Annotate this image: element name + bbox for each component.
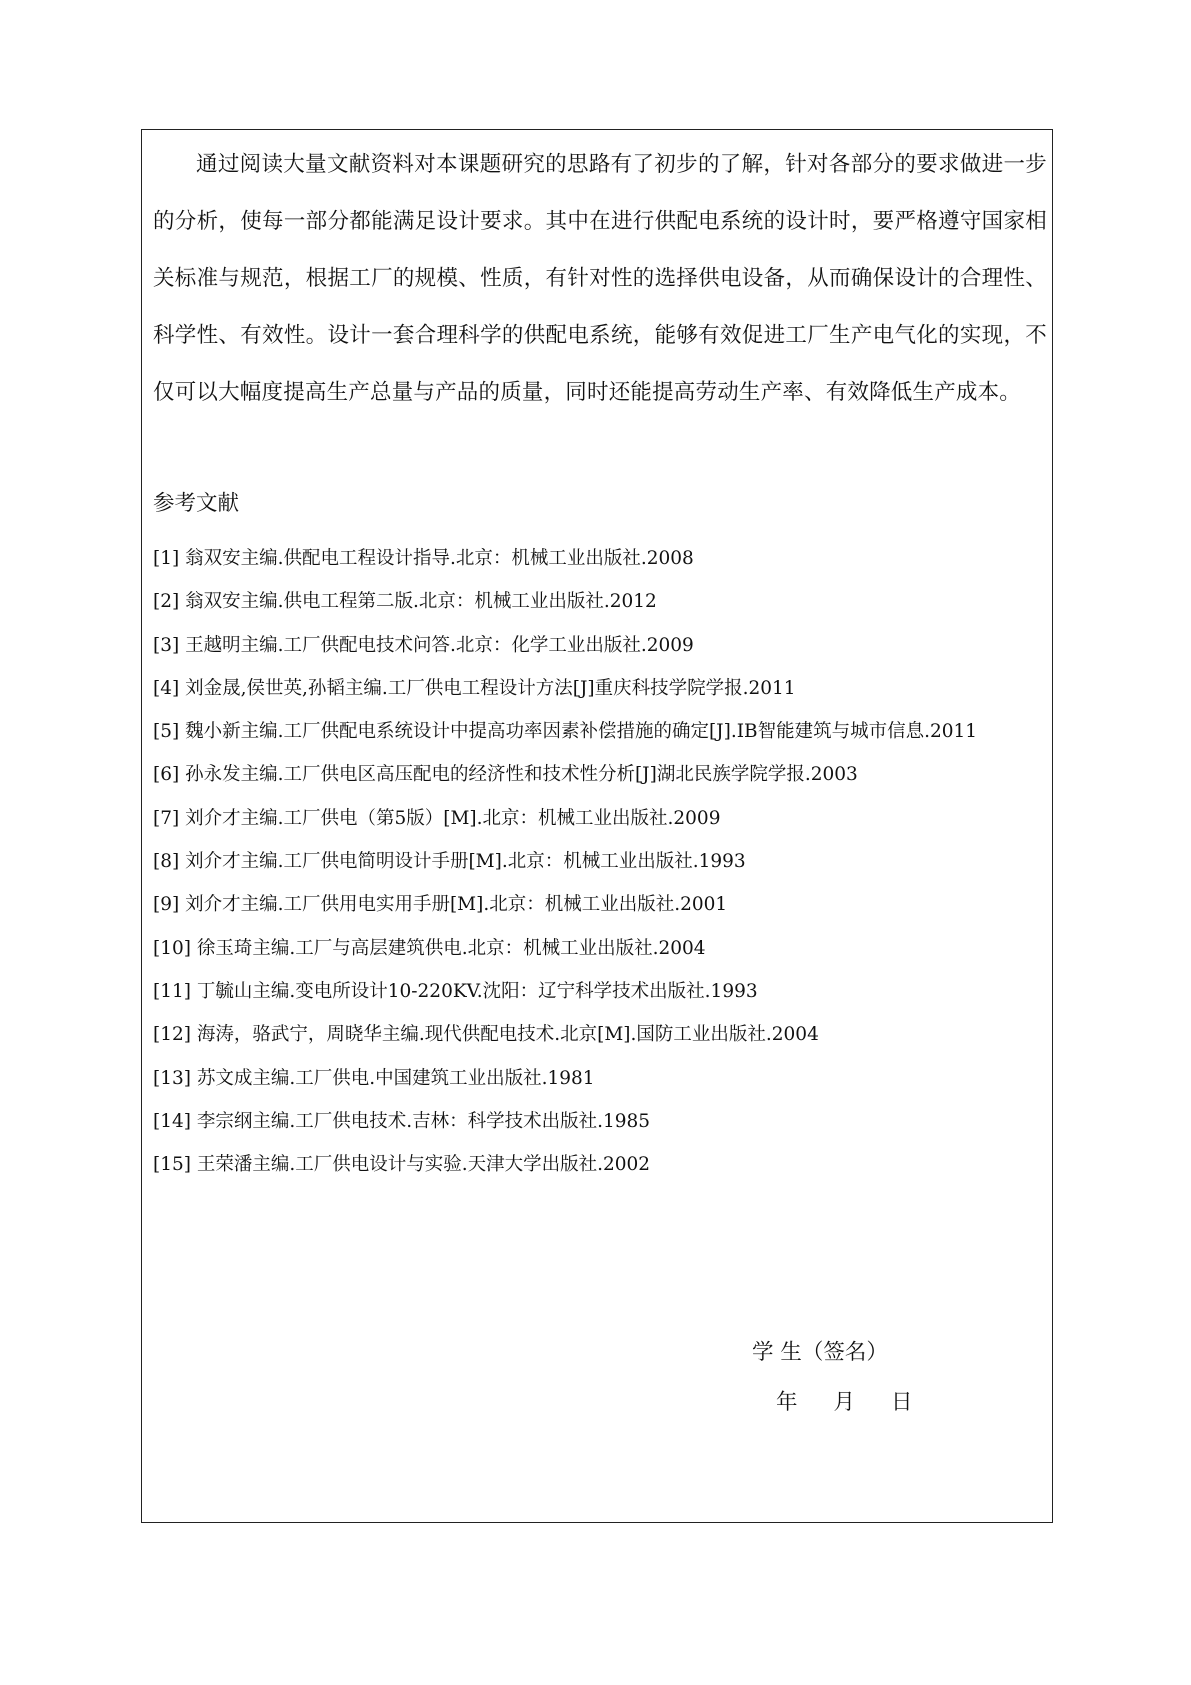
- reference-item-14: [14] 李宗纲主编.工厂供电技术.吉林：科学技术出版社.1985: [153, 1110, 651, 1132]
- reference-item-2: [2] 翁双安主编.供电工程第二版.北京：机械工业出版社.2012: [153, 591, 657, 613]
- reference-item-13: [13] 苏文成主编.工厂供电.中国建筑工业出版社.1981: [153, 1067, 595, 1089]
- reference-item-9: [9] 刘介才主编.工厂供用电实用手册[M].北京：机械工业出版社.2001: [153, 894, 728, 916]
- month-label: 月: [833, 1390, 856, 1415]
- reference-item-10: [10] 徐玉琦主编.工厂与高层建筑供电.北京：机械工业出版社.2004: [153, 937, 706, 959]
- reference-item-11: [11] 丁毓山主编.变电所设计10-220KV.沈阳：辽宁科学技术出版社.1993: [153, 980, 758, 1002]
- references-heading: 参考文献: [153, 491, 240, 516]
- year-label: 年: [776, 1390, 798, 1415]
- reference-item-5: [5] 魏小新主编.工厂供配电系统设计中提高功率因素补偿措施的确定[J].IB智能建筑与城市信息.2011: [153, 721, 978, 743]
- reference-item-4: [4] 刘金晟,侯世英,孙韬主编.工厂供电工程设计方法[J]重庆科技学院学报.2011: [153, 677, 796, 699]
- reference-item-7: [7] 刘介才主编.工厂供电（第5版）[M].北京：机械工业出版社.2009: [153, 807, 721, 829]
- student-signature-label: 学 生（签名）: [752, 1340, 888, 1365]
- reference-item-15: [15] 王荣潘主编.工厂供电设计与实验.天津大学出版社.2002: [153, 1154, 651, 1176]
- body-paragraph: 通过阅读大量文献资料对本课题研究的思路有了初步的了解，针对各部分的要求做进一步的分析，使每一部分都能满足设计要求。其中在进行供配电系统的设计时，要严格遵守国家相关标准与规范，根据工厂的规模、性质，有针对性的选择供电设备，从而确保设计的合理性、科学性、有效性。设计一套合理科学的供配电系统，能够有效促进工厂生产电气化的实现，不仅可以大幅度提高生产总量与产品的质量，同时还能提高劳动生产率、有效降低生产成本。: [153, 152, 1047, 405]
- reference-item-12: [12] 海涛，骆武宁，周晓华主编.现代供配电技术.北京[M].国防工业出版社.2004: [153, 1024, 819, 1046]
- reference-item-1: [1] 翁双安主编.供配电工程设计指导.北京：机械工业出版社.2008: [153, 548, 694, 569]
- day-label: 日: [891, 1390, 913, 1415]
- reference-item-8: [8] 刘介才主编.工厂供电简明设计手册[M].北京：机械工业出版社.1993: [153, 851, 746, 873]
- signature-date: [776, 1388, 913, 1418]
- reference-item-6: [6] 孙永发主编.工厂供电区高压配电的经济性和技术性分析[J]湖北民族学院学报.2003: [153, 764, 858, 786]
- reference-item-3: [3] 王越明主编.工厂供配电技术问答.北京：化学工业出版社.2009: [153, 634, 694, 656]
- reference-list: [153, 537, 1047, 1186]
